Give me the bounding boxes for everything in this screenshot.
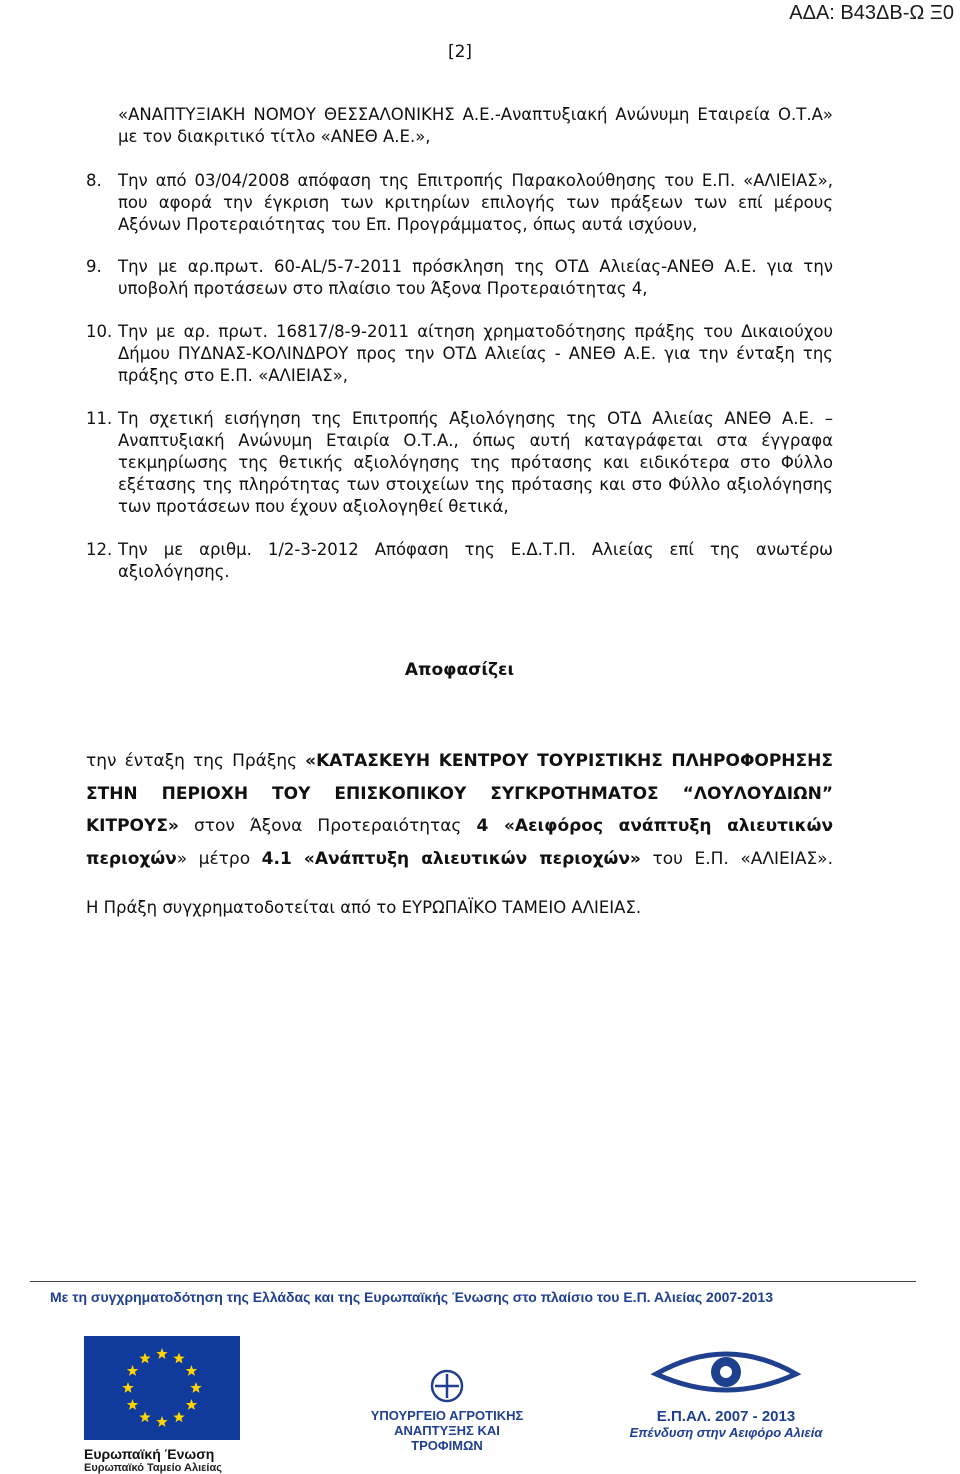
eu-name: Ευρωπαϊκή Ένωση <box>84 1446 215 1462</box>
measure-name: 4.1 «Ανάπτυξη αλιευτικών περιοχών» <box>261 848 641 869</box>
item-number: 9. <box>86 257 102 276</box>
footer-divider <box>30 1281 916 1282</box>
list-item <box>86 408 833 518</box>
decision-text: την ένταξη της Πράξης <box>86 751 298 771</box>
decision-heading: Αποφασίζει <box>404 660 515 680</box>
decision-text: του Ε.Π. «ΑΛΙΕΙΑΣ». <box>652 848 833 869</box>
item-number: 12. <box>86 540 113 559</box>
list-item <box>86 170 833 236</box>
item-text: Την από 03/04/2008 απόφαση της Επιτροπής Παρακολούθησης του Ε.Π. «ΑΛΙΕΙΑΣ», που αφορά την έγκριση των κριτηρίων επιλογής των πράξεων των επί μέρους Αξόνων Προτεραιότητας του Επ. Προγράμματος, όπως αυτά ισχύουν, <box>118 171 833 234</box>
epal-logo <box>616 1340 836 1440</box>
ministry-logo <box>366 1368 528 1453</box>
eu-logo <box>84 1336 240 1474</box>
cofunding-note: Η Πράξη συγχρηματοδοτείται από το ΕΥΡΩΠΑΪΚΟ ΤΑΜΕΙΟ ΑΛΙΕΙΑΣ. <box>86 898 642 917</box>
intro-paragraph: «ΑΝΑΠΤΥΞΙΑΚΗ ΝΟΜΟΥ ΘΕΣΣΑΛΟΝΙΚΗΣ Α.Ε.-Αναπτυξιακή Ανώνυμη Εταιρεία Ο.Τ.Α» με τον διακριτικό τίτλο «ΑΝΕΘ Α.Ε.», <box>118 105 833 146</box>
eu-fund: Ευρωπαϊκό Ταμείο Αλιείας <box>84 1462 222 1474</box>
item-text: Την με αρ. πρωτ. 16817/8-9-2011 αίτηση χρηματοδότησης πράξης του Δικαιούχου Δήμου ΠΥΔΝΑΣ-ΚΟΛΙΝΔΡΟΥ προς την ΟΤΔ Αλιείας - ΑΝΕΘ Α.Ε. για την ένταξη της πράξης στο Ε.Π. «ΑΛΙΕΙΑΣ», <box>118 322 833 385</box>
ministry-emblem-icon <box>366 1368 528 1404</box>
item-number: 11. <box>86 409 113 428</box>
decision-text: » μέτρο <box>176 848 251 869</box>
ministry-line-2: ΑΝΑΠΤΥΞΗΣ ΚΑΙ ΤΡΟΦΙΜΩΝ <box>394 1423 500 1453</box>
eye-fish-icon <box>616 1340 836 1404</box>
item-text: Την με αρ.πρωτ. 60-AL/5-7-2011 πρόσκληση της ΟΤΔ Αλιείας-ΑΝΕΘ Α.Ε. για την υποβολή προτάσεων στο πλαίσιο του Άξονα Προτεραιότητας 4, <box>118 257 833 298</box>
list-item <box>86 256 833 300</box>
item-number: 8. <box>86 171 102 190</box>
list-item <box>86 321 833 387</box>
item-number: 10. <box>86 322 113 341</box>
list-item <box>86 539 833 583</box>
item-text: Τη σχετική εισήγηση της Επιτροπής Αξιολόγησης της ΟΤΔ Αλιείας ΑΝΕΘ Α.Ε. – Αναπτυξιακή Ανώνυμη Εταιρία Ο.Τ.Α., όπως αυτή καταγράφεται στα έγγραφα τεκμηρίωσης της θετικής αξιολόγησης της πρότασης και ειδικότερα στο Φύλλο εξέτασης της πληρότητας των στοιχείων της πρότασης και στο Φύλλο αξιολόγησης των προτάσεων που έχουν αξιολογηθεί θετικά, <box>118 409 833 516</box>
decision-paragraph <box>86 745 833 875</box>
decision-text: στον Άξονα Προτεραιότητας <box>194 816 462 836</box>
footer-caption: Με τη συγχρηματοδότηση της Ελλάδας και της Ευρωπαϊκής Ένωσης στο πλαίσιο του Ε.Π. Αλιείας 2007-2013 <box>50 1289 773 1305</box>
axis-name: 4 «Αειφόρος ανάπτυξη αλιευτικών περιοχών <box>86 816 834 869</box>
item-text: Την με αριθμ. 1/2-3-2012 Απόφαση της Ε.Δ.Τ.Π. Αλιείας επί της ανωτέρω αξιολόγησης. <box>118 540 833 581</box>
ministry-line-1: ΥΠΟΥΡΓΕΙΟ ΑΓΡΟΤΙΚΗΣ <box>370 1408 524 1423</box>
document-body <box>86 104 833 919</box>
page-number: [2] <box>447 42 473 62</box>
eu-flag-icon <box>84 1336 240 1440</box>
ada-code: ΑΔΑ: Β43ΔΒ-Ω Ξ0 <box>789 2 954 24</box>
epal-slogan: Επένδυση στην Αειφόρο Αλιεία <box>629 1425 823 1440</box>
project-title: «ΚΑΤΑΣΚΕΥΗ ΚΕΝΤΡΟΥ ΤΟΥΡΙΣΤΙΚΗΣ ΠΛΗΡΟΦΟΡΗΣΗΣ ΣΤΗΝ ΠΕΡΙΟΧΗ ΤΟΥ ΕΠΙΣΚΟΠΙΚΟΥ ΣΥΓΚΡΟΤΗΜΑΤΟΣ “ΛΟΥΛΟΥΔΙΩΝ” ΚΙΤΡΟΥΣ» <box>86 751 833 836</box>
epal-title: Ε.Π.ΑΛ. 2007 - 2013 <box>656 1408 796 1425</box>
